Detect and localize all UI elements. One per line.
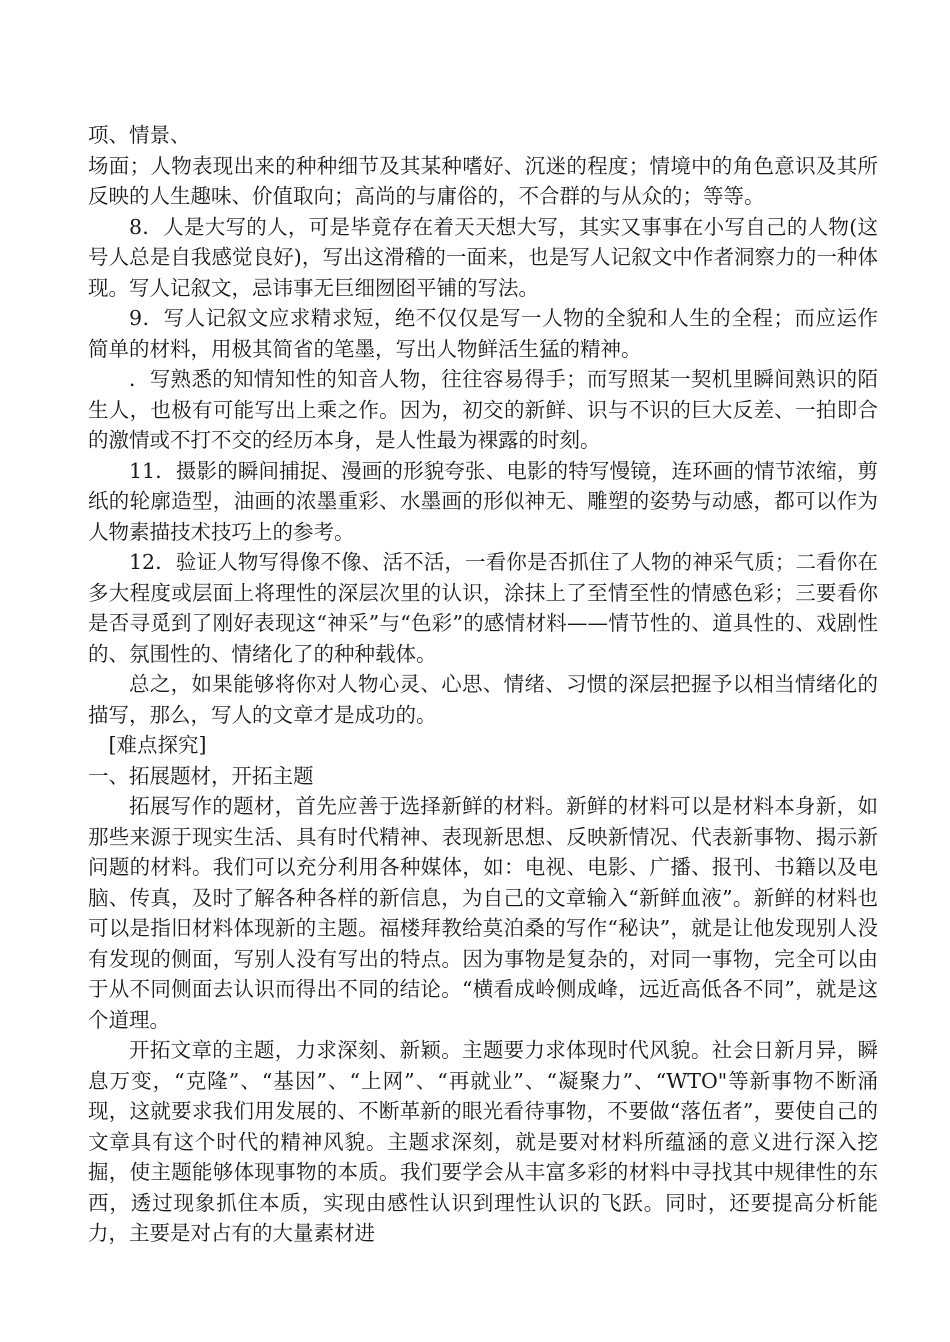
paragraph-item-11: 11．摄影的瞬间捕捉、漫画的形貌夸张、电影的特写慢镜，连环画的情节浓缩，剪纸的轮廓造型，油画的浓墨重彩、水墨画的形似神无、雕塑的姿势与动感，都可以作为人物素描技术技巧上的参考。	[88, 458, 878, 544]
paragraph-item-9: 9．写人记叙文应求精求短，绝不仅仅是写一人物的全貌和人生的全程；而应运作简单的材料，用极其简省的笔墨，写出人物鲜活生猛的精神。	[88, 306, 878, 361]
section-heading-1: 一、拓展题材，开拓主题	[88, 763, 314, 788]
document-page	[88, 120, 878, 1249]
paragraph-summary: 总之，如果能够将你对人物心灵、心思、情绪、习惯的深层把握予以相当情绪化的描写，那么，写人的文章才是成功的。	[88, 672, 878, 727]
paragraph-item-12: 12．验证人物写得像不像、活不活，一看你是否抓住了人物的神采气质；二看你在多大程度或层面上将理性的深层次里的认识，涂抹上了至情至性的情感色彩；三要看你是否寻觅到了刚好表现这“神采”与“色彩”的感情材料——情节性的、道具性的、戏剧性的、氛围性的、情绪化了的种种载体。	[88, 550, 878, 666]
paragraph-expand-topic: 拓展写作的题材，首先应善于选择新鲜的材料。新鲜的材料可以是材料本身新，如那些来源于现实生活、具有时代精神、表现新思想、反映新情况、代表新事物、揭示新问题的材料。我们可以充分利用各种媒体，如：电视、电影、广播、报刊、书籍以及电脑、传真，及时了解各种各样的新信息，为自己的文章输入“新鲜血液”。新鲜的材料也可以是指旧材料体现新的主题。福楼拜教给莫泊桑的写作“秘诀”，就是让他发现别人没有发现的侧面，写别人没有写出的特点。因为事物是复杂的，对同一事物，完全可以由于从不同侧面去认识而得出不同的结论。“横看成岭侧成峰，远近高低各不同”，就是这个道理。	[88, 794, 878, 1032]
paragraph-scene: 场面；人物表现出来的种种细节及其某种嗜好、沉迷的程度；情境中的角色意识及其所反映的人生趣味、价值取向；高尚的与庸俗的，不合群的与从众的；等等。	[88, 153, 878, 208]
paragraph-item-8: 8．人是大写的人，可是毕竟存在着天天想大写，其实又事事在小写自己的人物(这号人总是自我感觉良好)，写出这滑稽的一面来，也是写人记叙文中作者洞察力的一种体现。写人记叙文，忌讳事无巨细囫囵平铺的写法。	[88, 214, 878, 300]
paragraph-item-10: ．写熟悉的知情知性的知音人物，往往容易得手；而写照某一契机里瞬间熟识的陌生人，也极有可能写出上乘之作。因为，初交的新鲜、识与不识的巨大反差、一拍即合的激情或不打不交的经历本身，是人性最为裸露的时刻。	[88, 367, 878, 452]
paragraph-develop-theme: 开拓文章的主题，力求深刻、新颖。主题要力求体现时代风貌。社会日新月异，瞬息万变，“克隆”、“基因”、“上网”、“再就业”、“凝聚力”、“WTO"等新事物不断涌现，这就要求我们用发展的、不断革新的眼光看待事物，不要做“落伍者”，要使自己的文章具有这个时代的精神风貌。主题求深刻，就是要对材料所蕴涵的意义进行深入挖掘，使主题能够体现事物的本质。我们要学会从丰富多彩的材料中寻找其中规律性的东西，透过现象抓住本质，实现由感性认识到理性认识的飞跃。同时，还要提高分析能力，主要是对占有的大量素材进	[88, 1038, 878, 1245]
paragraph-fragment: 项、情景、	[88, 123, 191, 147]
section-label-difficulty: [难点探究]	[108, 733, 207, 757]
